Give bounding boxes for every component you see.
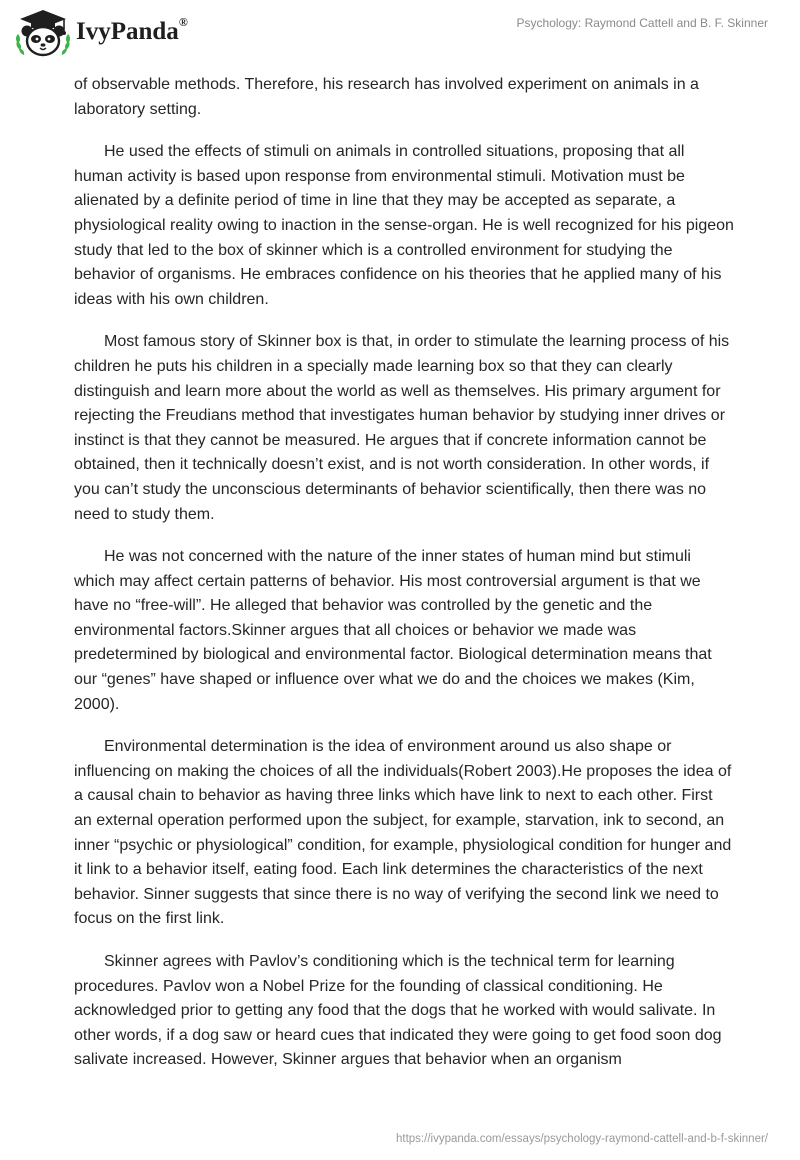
source-url[interactable]: https://ivypanda.com/essays/psychology-raymond-cattell-and-b-f-skinner/ (396, 1133, 768, 1145)
registered-mark: ® (178, 14, 188, 29)
page-header (0, 0, 800, 72)
ivypanda-logo[interactable] (14, 8, 188, 60)
paragraph-5: Environmental determination is the idea of environment around us also shape or influencing on making the choices of all the individuals(Robert 2003).He proposes the idea of a causal chain to behavior as having three links which have link to next to each other. First an external operation performed upon the subject, for example, starvation, ink to second, an inner “psychic or physiological” condition, for example, physiological condition for hunger and it link to a behavior itself, eating food. Each link determines the characteristics of the next behavior. Sinner suggests that since there is no way of verifying the second link we need to focus on the first link. (74, 738, 732, 928)
paragraph-2: He used the effects of stimuli on animals in controlled situations, proposing that all human activity is based upon response from environmental stimuli. Motivation must be alienated by a definite period of time in line that they may be accepted as separate, a physiological reality owing to inaction in the sense-organ. He is well recognized for his pigeon study that led to the box of skinner which is a controlled environment for studying the behavior of organisms. He embraces confidence on his theories that he applied many of his ideas with his own children. (74, 143, 734, 308)
brand-text: IvyPanda (76, 18, 179, 45)
paragraph-4: He was not concerned with the nature of the inner states of human mind but stimuli which may affect certain patterns of behavior. His most controversial argument is that we have no “free-will”. He alleged that behavior was controlled by the genetic and the environmental factors.Skinner argues that all choices or behavior we made was predetermined by biological and environmental factor. Biological determination means that our “genes” have shaped or influence over what we do and the choices we makes (Kim, 2000). (74, 548, 712, 713)
paragraph-6: Skinner agrees with Pavlov’s conditioning which is the technical term for learning procedures. Pavlov won a Nobel Prize for the founding of classical conditioning. He acknowledged prior to getting any food that the dogs that he worked with would salivate. In other words, if a dog saw or heard cues that indicated they were going to get food soon dog salivate increased. However, Skinner argues that behavior when an organism (74, 953, 722, 1069)
brand-name (76, 14, 188, 46)
panda-graduate-icon (14, 8, 72, 60)
paragraph-3: Most famous story of Skinner box is that, in order to stimulate the learning process of his children he puts his children in a specially made learning box so that they can clearly distinguish and learn more about the world as well as themselves. His primary argument for rejecting the Freudians method that investigates human behavior by studying inner drives or instinct is that they cannot be measured. He argues that if concrete information cannot be obtained, then it technically doesn’t exist, and is not worth consideration. In other words, if you can’t study the unconscious determinants of behavior scientifically, then there was no need to study them. (74, 333, 730, 523)
paragraph-1: of observable methods. Therefore, his research has involved experiment on animals in a laboratory setting. (74, 76, 699, 118)
essay-body (74, 73, 734, 1091)
document-title: Psychology: Raymond Cattell and B. F. Skinner (516, 16, 768, 30)
